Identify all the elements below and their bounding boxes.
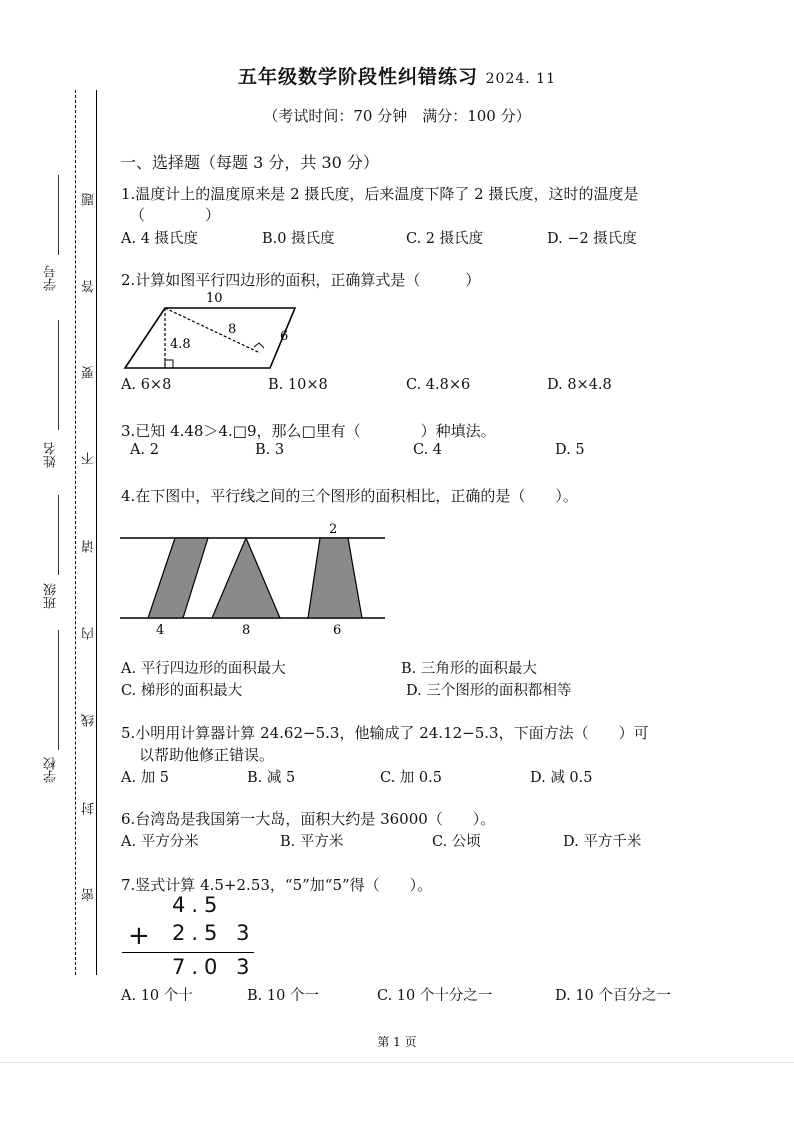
label-diag: 8: [228, 322, 237, 337]
page-number: 第 1 页: [377, 1035, 417, 1049]
label-side: 6: [280, 329, 289, 344]
q2-option-c[interactable]: C. 4.8×6: [406, 377, 471, 393]
student-id-field[interactable]: [42, 175, 60, 295]
parallelogram-shape: [148, 538, 208, 618]
seal-char: 要: [82, 366, 97, 379]
label-height: 4.8: [170, 337, 191, 352]
title-year: 2024. 11: [485, 71, 556, 87]
school-field[interactable]: [42, 630, 60, 790]
class-field[interactable]: [42, 495, 60, 615]
question-1-text: 1.温度计上的温度原来是 2 摄氏度，后来温度下降了 2 摄氏度，这时的温度是: [121, 185, 639, 203]
q5-option-b[interactable]: B. 减 5: [247, 770, 296, 786]
q6-option-c[interactable]: C. 公顷: [432, 834, 481, 850]
calc-sum-line: [122, 952, 254, 953]
q1-option-c[interactable]: C. 2 摄氏度: [406, 231, 484, 247]
vertical-calculation: [122, 893, 262, 983]
q2-option-d[interactable]: D. 8×4.8: [547, 377, 612, 393]
q7-option-c[interactable]: C. 10 个十分之一: [377, 988, 493, 1004]
parallelogram-figure: [120, 288, 310, 373]
q3-option-a[interactable]: A. 2: [130, 442, 159, 458]
q6-option-b[interactable]: B. 平方米: [280, 834, 344, 850]
q3-option-d[interactable]: D. 5: [555, 442, 585, 458]
binding-dashed-line: [75, 90, 76, 975]
right-angle-mark: [165, 360, 173, 368]
q2-option-b[interactable]: B. 10×8: [268, 377, 328, 393]
question-4-text: 4.在下图中，平行线之间的三个图形的面积相比，正确的是（ ）。: [121, 487, 578, 505]
section-title: 一、选择题（每题 3 分，共 30 分）: [120, 153, 379, 172]
question-2-text: 2.计算如图平行四边形的面积，正确算式是（ ）: [121, 271, 481, 289]
seal-char: 题: [82, 193, 97, 206]
page-bottom-divider: [0, 1062, 794, 1063]
label-base-4: 4: [156, 623, 165, 638]
question-5-text-cont: 以帮助他修正错误。: [139, 746, 275, 764]
q4-option-b[interactable]: B. 三角形的面积最大: [401, 661, 537, 677]
seal-char: 线: [82, 714, 97, 727]
q3-option-c[interactable]: C. 4: [413, 442, 443, 458]
trapezoid-shape: [308, 538, 362, 618]
calc-plus-sign: +: [128, 921, 156, 951]
name-field[interactable]: [42, 320, 60, 470]
q4-option-a[interactable]: A. 平行四边形的面积最大: [121, 661, 286, 677]
triangle-shape: [212, 538, 280, 618]
name-label: 姓名: [44, 442, 59, 468]
seal-char: 密: [82, 888, 97, 901]
title-text: 五年级数学阶段性纠错练习: [238, 66, 479, 88]
label-top-2: 2: [329, 522, 338, 537]
question-6-text: 6.台湾岛是我国第一大岛，面积大约是 36000（ ）。: [121, 810, 496, 828]
q7-option-a[interactable]: A. 10 个十: [121, 988, 193, 1004]
q5-option-a[interactable]: A. 加 5: [121, 770, 170, 786]
q4-option-d[interactable]: D. 三个图形的面积都相等: [406, 683, 572, 699]
q3-option-b[interactable]: B. 3: [255, 442, 285, 458]
school-label: 学校: [44, 757, 59, 783]
question-3-text: 3.已知 4.48＞4.□9，那么□里有（ ）种填法。: [121, 422, 496, 440]
page-title: [0, 62, 794, 89]
question-7-text: 7.竖式计算 4.5+2.53，“5”加“5”得（ ）。: [121, 876, 433, 894]
q1-option-d[interactable]: D. −2 摄氏度: [547, 231, 637, 247]
q1-option-a[interactable]: A. 4 摄氏度: [121, 231, 199, 247]
q6-option-d[interactable]: D. 平方千米: [563, 834, 642, 850]
binding-solid-line: [96, 90, 97, 975]
q7-option-d[interactable]: D. 10 个百分之一: [555, 988, 671, 1004]
q2-option-a[interactable]: A. 6×8: [121, 377, 172, 393]
student-id-label: 学号: [44, 265, 59, 291]
question-1-blank[interactable]: （ ）: [130, 206, 221, 224]
q5-option-d[interactable]: D. 减 0.5: [530, 770, 593, 786]
q7-option-b[interactable]: B. 10 个一: [247, 988, 319, 1004]
seal-char: 答: [82, 280, 97, 293]
q5-option-c[interactable]: C. 加 0.5: [380, 770, 442, 786]
calc-row-1: 4.5: [172, 893, 224, 917]
class-label: 班级: [44, 583, 59, 609]
right-angle-mark-2: [254, 343, 264, 348]
label-base-8: 8: [242, 623, 251, 638]
parallel-lines-figure: [120, 518, 390, 643]
label-top: 10: [206, 291, 223, 306]
seal-char: 不: [82, 452, 97, 465]
calc-result: 7.0 3: [172, 955, 256, 979]
seal-char: 封: [82, 802, 97, 815]
label-base-6: 6: [333, 623, 342, 638]
parallelogram-shape: [125, 308, 295, 368]
question-5-text: 5.小明用计算器计算 24.62−5.3，他输成了 24.12−5.3，下面方法（ ）可: [121, 724, 649, 742]
seal-char: 内: [82, 627, 97, 640]
q1-option-b[interactable]: B.0 摄氏度: [262, 231, 335, 247]
seal-char: 请: [82, 540, 97, 553]
q4-option-c[interactable]: C. 梯形的面积最大: [121, 683, 243, 699]
exam-info: （考试时间：70 分钟 满分：100 分）: [263, 107, 531, 125]
q6-option-a[interactable]: A. 平方分米: [121, 834, 199, 850]
calc-row-2: 2.5 3: [172, 921, 256, 945]
